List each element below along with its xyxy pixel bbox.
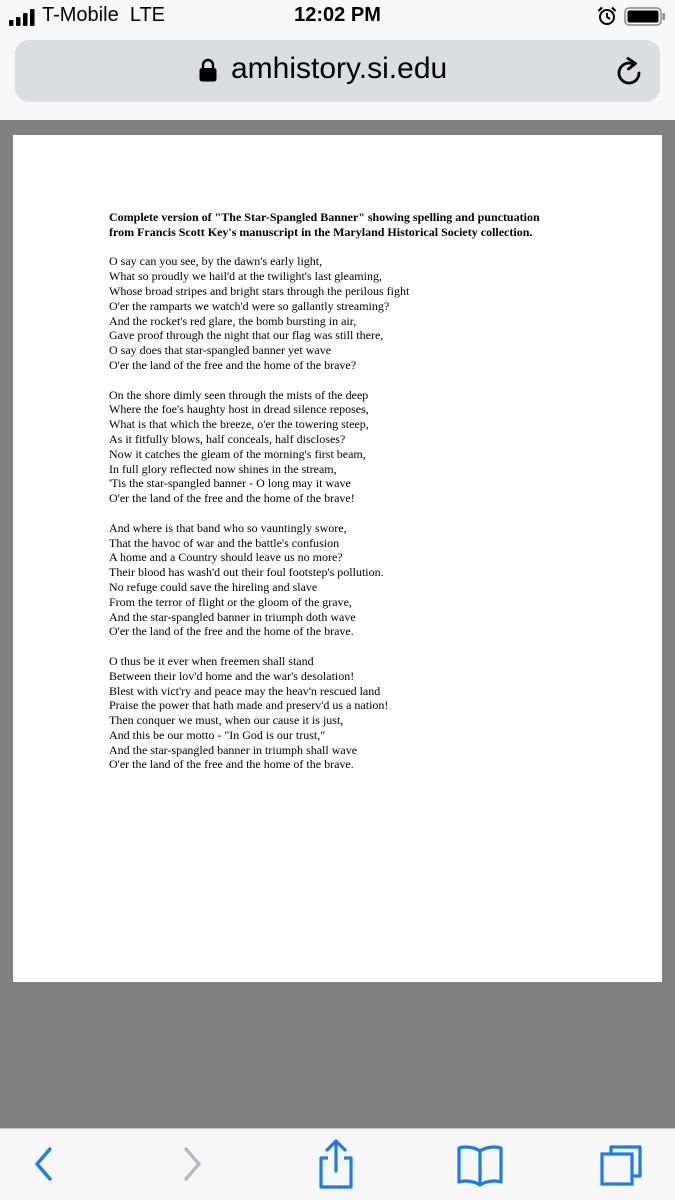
verse-line: O'er the land of the free and the home of the brave. [109,624,354,639]
verse-line: And the star-spangled banner in triumph shall wave [109,742,358,757]
heading-line: from Francis Scott Key's manuscript in the Maryland Historical Society collection. [109,224,533,239]
verse-line: Praise the power that hath made and preserv'd us a nation! [109,698,389,713]
verse-line: From the terror of flight or the gloom of the grave, [109,594,352,609]
tabs-icon [599,1143,643,1187]
verse-line: O thus be it ever when freemen shall stand [109,653,314,668]
verse-line: And the rocket's red glare, the bomb bursting in air, [109,313,357,328]
browser-top-chrome [0,0,675,120]
share-button[interactable] [316,1138,356,1190]
verse-line: What is that which the breeze, o'er the towering steep, [109,417,369,432]
document-body [109,210,609,787]
back-icon [30,1143,58,1185]
stanza-1 [109,254,609,372]
verse-line: And the star-spangled banner in triumph doth wave [109,609,356,624]
verse-line: And this be our motto - "In God is our trust," [109,727,326,742]
forward-icon [178,1143,206,1185]
verse-line: Now it catches the gleam of the morning's first beam, [109,446,366,461]
tabs-button[interactable] [599,1143,643,1187]
battery-icon [624,7,666,26]
verse-line: 'Tis the star-spangled banner - O long may it wave [109,476,351,491]
verse-line: O say does that star-spangled banner yet wave [109,343,332,358]
verse-line: O say can you see, by the dawn's early light, [109,254,323,269]
lock-icon [199,58,217,82]
verse-line: Between their lov'd home and the war's desolation! [109,668,355,683]
heading-line: Complete version of "The Star-Spangled Banner" showing spelling and punctuation [109,210,540,224]
verse-line: Then conquer we must, when our cause it is just, [109,713,344,728]
pdf-page[interactable] [13,135,662,982]
verse-line: No refuge could save the hireling and slave [109,579,318,594]
reload-icon[interactable] [612,56,646,90]
verse-line: As it fitfully blows, half conceals, half discloses? [109,431,346,446]
verse-line: In full glory reflected now shines in the stream, [109,461,337,476]
verse-line: O'er the land of the free and the home of the brave? [109,357,357,372]
status-bar [0,0,675,34]
url-text[interactable]: amhistory.si.edu [231,52,448,85]
stanza-3 [109,521,609,639]
bookmarks-button[interactable] [456,1143,504,1187]
alarm-icon [597,6,617,26]
verse-line: That the havoc of war and the battle's confusion [109,535,340,550]
verse-line: What so proudly we hail'd at the twilight's last gleaming, [109,269,382,284]
verse-line: Gave proof through the night that our flag was still there, [109,328,384,343]
verse-line: On the shore dimly seen through the mists of the deep [109,387,369,402]
verse-line: A home and a Country should leave us no more? [109,550,343,565]
verse-line: O'er the ramparts we watch'd were so gallantly streaming? [109,298,390,313]
back-button[interactable] [30,1143,58,1185]
carrier-name: T-Mobile [42,4,119,26]
verse-line: Their blood has wash'd out their foul footstep's pollution. [109,565,384,580]
verse-line: And where is that band who so vauntingly swore, [109,520,347,535]
status-time: 12:02 PM [294,4,381,26]
verse-line: Blest with vict'ry and peace may the heav'n rescued land [109,683,381,698]
stanza-2 [109,388,609,506]
document-heading [109,210,609,240]
stanza-4 [109,654,609,772]
forward-button[interactable] [178,1143,206,1185]
verse-line: Whose broad stripes and bright stars through the perilous fight [109,283,410,298]
share-icon [316,1138,356,1190]
verse-line: O'er the land of the free and the home of the brave. [109,757,354,772]
verse-line: O'er the land of the free and the home of the brave! [109,491,355,506]
bookmarks-icon [456,1143,504,1187]
verse-line: Where the foe's haughty host in dread silence reposes, [109,402,369,417]
network-type: LTE [129,4,166,26]
